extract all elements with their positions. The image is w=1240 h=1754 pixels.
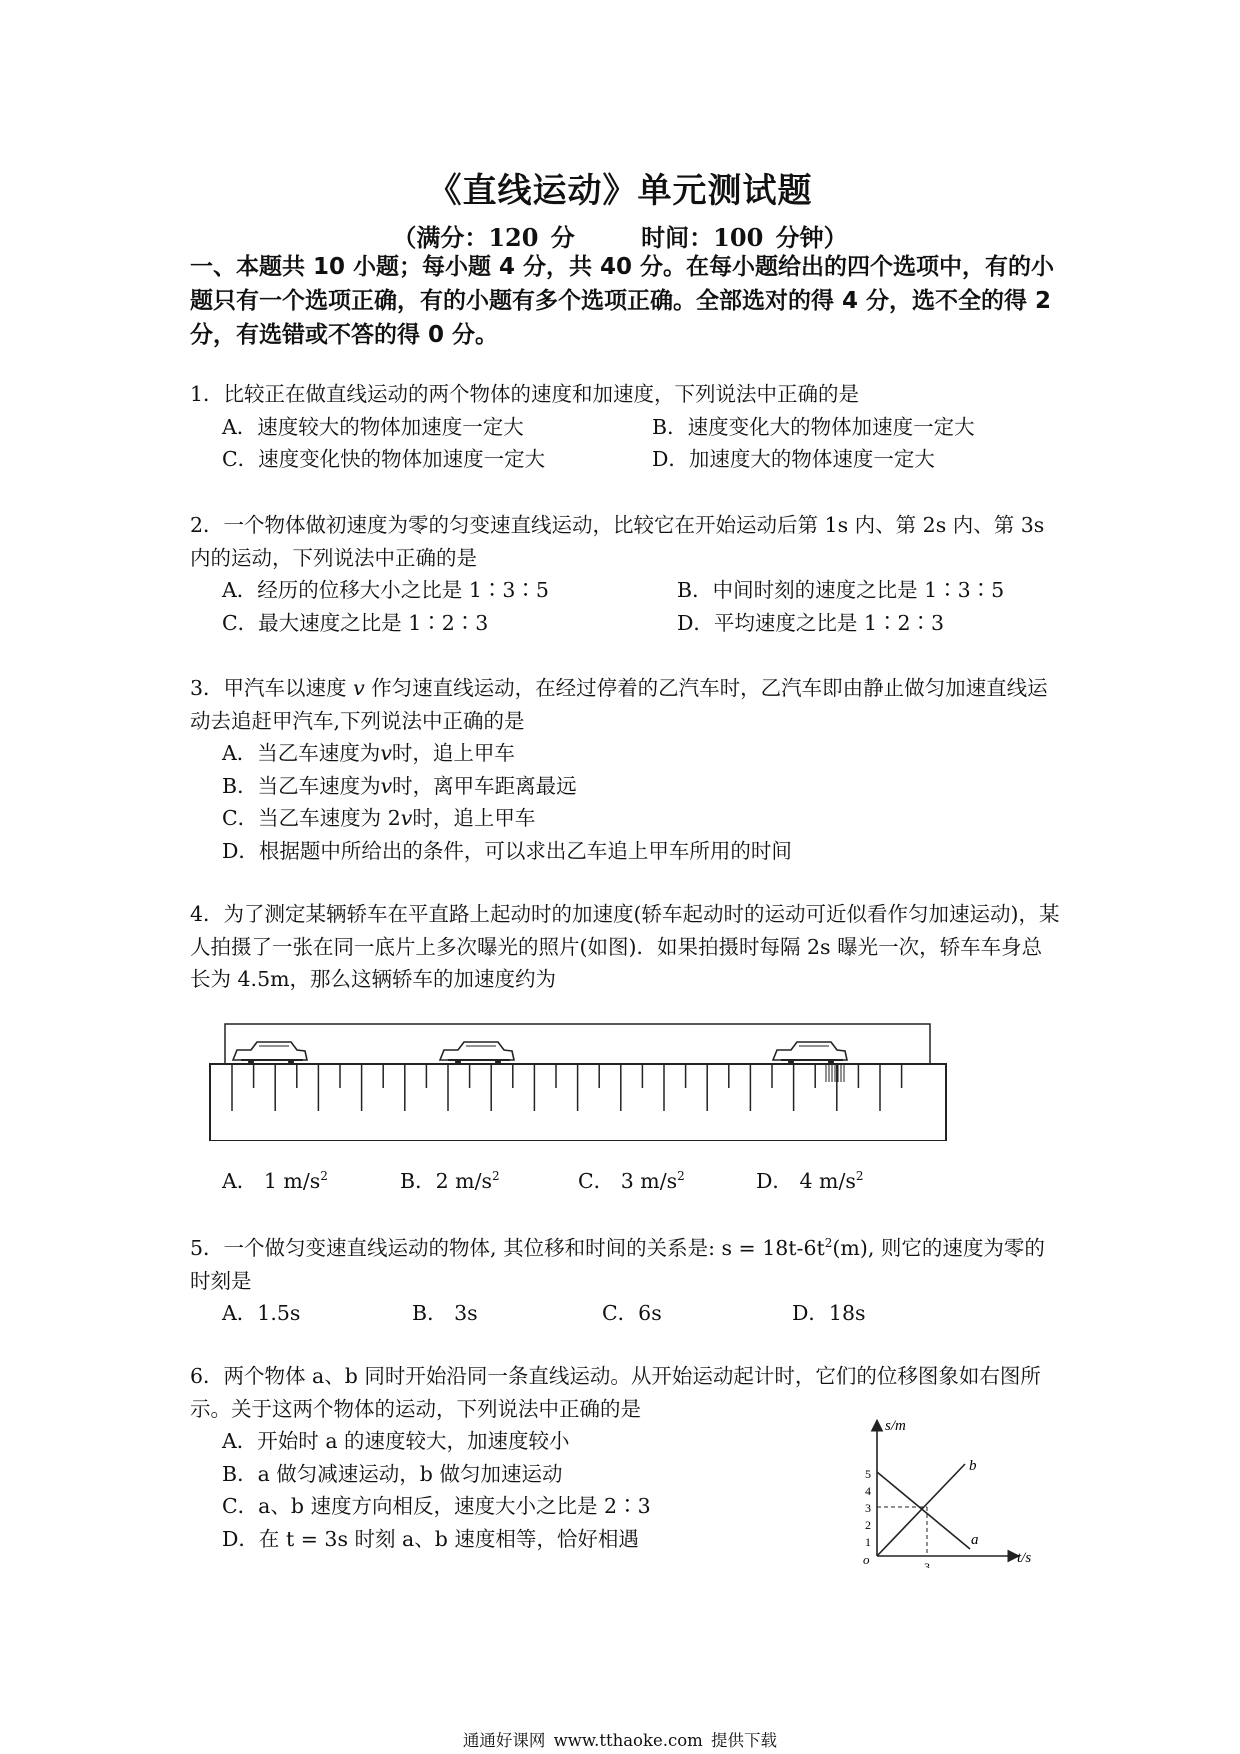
option-c: C．6s	[602, 1301, 662, 1325]
question-stem: 1．比较正在做直线运动的两个物体的速度和加速度，下列说法中正确的是	[190, 382, 860, 406]
stem-part: 3．甲汽车以速度	[190, 676, 354, 700]
option-a: A．开始时 a 的速度较大，加速度较小	[222, 1429, 570, 1453]
option-c: C． 3 $m/s^2$	[578, 1169, 685, 1193]
option-d: D．在 t = 3s 时刻 a、b 速度相等，恰好相遇	[222, 1526, 639, 1551]
option-c: C．当乙车速度为 2v时，追上甲车	[222, 806, 536, 830]
origin-label: o	[863, 1552, 870, 1567]
car-icon	[233, 1042, 307, 1065]
question-4	[190, 898, 1062, 996]
exam-info	[0, 218, 1240, 253]
option-a: A．当乙车速度为v时，追上甲车	[222, 741, 515, 765]
option-c: C．最大速度之比是 1∶2∶3	[222, 610, 489, 635]
x-tick: 3	[924, 1560, 930, 1568]
y-tick: 4	[865, 1484, 871, 1498]
line-a-label: a	[971, 1532, 979, 1548]
option-b: B．2 $m/s^2$	[400, 1169, 500, 1193]
dense-ticks	[826, 1064, 844, 1082]
y-tick: 2	[865, 1518, 871, 1532]
car-photo-svg	[208, 1016, 948, 1141]
option-b: B．当乙车速度为v时，离甲车距离最远	[222, 773, 577, 798]
line-b-label: b	[969, 1458, 977, 1474]
option-d: D． 4 $m/s^2$	[756, 1169, 864, 1193]
option-d: D．根据题中所给出的条件，可以求出乙车追上甲车所用的时间	[222, 838, 792, 863]
y-axis-label: s/m	[885, 1418, 906, 1434]
question-4-options	[190, 1165, 1062, 1198]
question-stem: 6．两个物体 a、b 同时开始沿同一条直线运动。从开始运动起计时，它们的位移图象如右图所示。关于这两个物体的运动，下列说法中正确的是	[190, 1364, 1041, 1421]
option-b: B．a 做匀减速运动，b 做匀加速运动	[222, 1461, 563, 1486]
option-c: C．a、b 速度方向相反，速度大小之比是 2∶3	[222, 1494, 651, 1518]
stem-part: 作匀速直线运动，在经过停着的乙汽车时，乙汽车即由静止做匀加速直线运动去追赶甲汽车,下列说法中正确的是	[190, 676, 1048, 733]
exam-time: 时间：100 分钟）	[641, 223, 848, 252]
x-axis-label: t/s	[1017, 1550, 1032, 1566]
option-d: D．18s	[792, 1301, 866, 1325]
option-d: D．加速度大的物体速度一定大	[652, 447, 935, 471]
car-icon	[440, 1042, 514, 1065]
ruler-ticks	[232, 1064, 902, 1111]
question-3	[190, 672, 1062, 867]
option-a: A． 1 $m/s^2$	[222, 1169, 328, 1193]
displacement-time-graph	[835, 1408, 1035, 1568]
question-stem	[190, 672, 1062, 737]
section-instructions: 一、本题共 10 小题；每小题 4 分，共 40 分。在每小题给出的四个选项中，有的小题只有一个选项正确，有的小题有多个选项正确。全部选对的得 4 分，选不全的得 2 分，有选错或不答的得 0 分。	[190, 254, 1055, 348]
line-b	[877, 1464, 965, 1556]
page-footer: 通通好课网 www.tthaoke.com 提供下载	[462, 1731, 778, 1750]
question-2	[190, 509, 1062, 639]
question-1	[190, 378, 1062, 476]
y-tick: 3	[865, 1501, 871, 1515]
option-a: A．经历的位移大小之比是 1∶3∶5	[222, 578, 549, 602]
y-tick: 5	[865, 1467, 871, 1481]
question-stem: 4．为了测定某辆轿车在平直路上起动时的加速度(轿车起动时的运动可近似看作匀加速运动)，某人拍摄了一张在同一底片上多次曝光的照片(如图)．如果拍摄时每隔 2s 曝光一次，轿车车身总长为 4.5m，那么这辆轿车的加速度约为	[190, 902, 1060, 991]
question-stem: 2．一个物体做初速度为零的匀变速直线运动，比较它在开始运动后第 1s 内、第 2s 内、第 3s 内的运动，下列说法中正确的是	[190, 513, 1045, 570]
line-a	[877, 1472, 970, 1549]
option-b: B． 3s	[412, 1301, 478, 1325]
car-icon	[773, 1042, 847, 1065]
y-ticks	[865, 1467, 871, 1549]
velocity-symbol: v	[353, 676, 365, 700]
option-a: A．1.5s	[222, 1301, 301, 1325]
option-b: B．中间时刻的速度之比是 1∶3∶5	[677, 578, 1005, 602]
question-stem: 5．一个做匀变速直线运动的物体, 其位移和时间的关系是: $s = 18t-6t^2(m)$, 则它的速度为零的时刻是	[190, 1236, 1045, 1293]
option-b: B．速度变化大的物体加速度一定大	[652, 414, 975, 439]
option-a: A．速度较大的物体加速度一定大	[222, 414, 524, 439]
page-title: 《直线运动》单元测试题	[427, 171, 813, 211]
y-tick: 1	[865, 1535, 871, 1549]
option-c: C．速度变化快的物体加速度一定大	[222, 447, 546, 471]
car-exposure-figure	[208, 1016, 948, 1141]
question-5	[190, 1232, 1062, 1330]
option-d: D．平均速度之比是 1∶2∶3	[677, 610, 945, 635]
full-score: （满分：120 分	[392, 223, 575, 252]
